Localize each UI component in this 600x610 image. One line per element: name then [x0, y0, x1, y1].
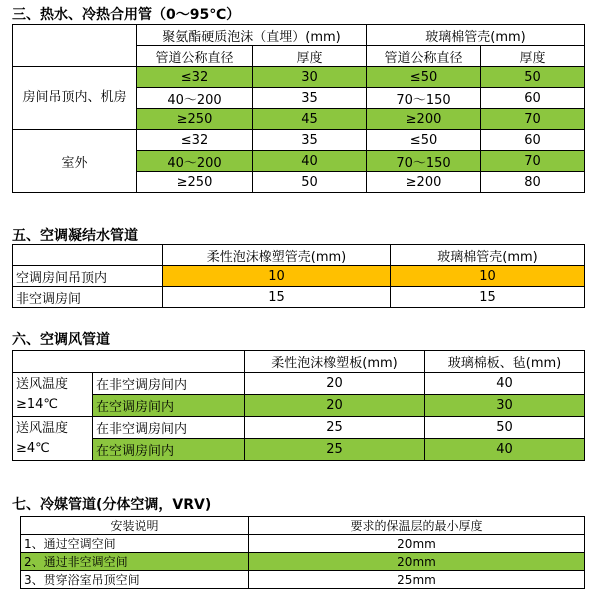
table-cell: 25	[245, 439, 425, 461]
row-label: 在非空调房间内	[93, 373, 245, 395]
row-label: 2、通过非空调空间	[21, 553, 249, 571]
refrigerant-pipe-table	[20, 516, 585, 589]
section-7-title: 七、冷媒管道(分体空调，VRV)	[12, 497, 212, 513]
table-cell: 80	[481, 172, 585, 193]
corner-cell	[13, 245, 163, 266]
subheader-thickness: 厚度	[253, 46, 367, 67]
table-cell: 35	[253, 130, 367, 151]
table-cell: 20mm	[249, 535, 585, 553]
section-5-title: 五、空调凝结水管道	[12, 228, 138, 244]
header-glass-wool: 玻璃棉管壳(mm)	[367, 25, 585, 46]
row-label: 在非空调房间内	[93, 417, 245, 439]
table-cell: 25mm	[249, 571, 585, 589]
group-label: 送风温度≥14℃	[13, 373, 93, 417]
table-cell: 10	[163, 266, 391, 287]
table-cell: ≥200	[367, 172, 481, 193]
row-label: 3、贯穿浴室吊顶空间	[21, 571, 249, 589]
table-cell: 70～150	[367, 151, 481, 172]
table-cell: ≥250	[137, 172, 253, 193]
header-glass-wool-board: 玻璃棉板、毡(mm)	[425, 351, 585, 373]
table-cell: 20mm	[249, 553, 585, 571]
row-label: 在空调房间内	[93, 395, 245, 417]
table-cell: ≤50	[367, 130, 481, 151]
table-cell: 30	[253, 67, 367, 88]
table-cell: 50	[253, 172, 367, 193]
group-label: 房间吊顶内、机房	[13, 67, 137, 130]
table-cell: ≥200	[367, 109, 481, 130]
corner-cell	[13, 25, 137, 67]
table-cell: 25	[245, 417, 425, 439]
subheader-diameter: 管道公称直径	[367, 46, 481, 67]
table-cell: 40	[425, 439, 585, 461]
corner-cell	[13, 351, 245, 373]
row-label: 1、通过空调空间	[21, 535, 249, 553]
table-cell: 70	[481, 109, 585, 130]
table-cell: 40～200	[137, 151, 253, 172]
header-pu-foam: 聚氨酯硬质泡沫（直埋）(mm)	[137, 25, 367, 46]
table-cell: 40～200	[137, 88, 253, 109]
header-rubber-foam: 柔性泡沫橡塑管壳(mm)	[163, 245, 391, 266]
group-label: 送风温度≥4℃	[13, 417, 93, 461]
table-cell: 60	[481, 88, 585, 109]
header-min-thickness: 要求的保温层的最小厚度	[249, 517, 585, 535]
table-cell: 40	[425, 373, 585, 395]
table-cell: 70	[481, 151, 585, 172]
table-cell: 20	[245, 373, 425, 395]
subheader-diameter: 管道公称直径	[137, 46, 253, 67]
row-label: 空调房间吊顶内	[13, 266, 163, 287]
header-glass-wool: 玻璃棉管壳(mm)	[391, 245, 585, 266]
header-rubber-foam-board: 柔性泡沫橡塑板(mm)	[245, 351, 425, 373]
table-cell: 50	[425, 417, 585, 439]
row-label: 在空调房间内	[93, 439, 245, 461]
subheader-thickness: 厚度	[481, 46, 585, 67]
table-cell: ≥250	[137, 109, 253, 130]
section-3-title: 三、热水、冷热合用管（0～95℃）	[12, 7, 241, 23]
table-cell: 30	[425, 395, 585, 417]
table-cell: ≤50	[367, 67, 481, 88]
table-cell: 50	[481, 67, 585, 88]
group-label: 室外	[13, 130, 137, 193]
table-cell: 15	[163, 287, 391, 308]
table-cell: 70～150	[367, 88, 481, 109]
table-cell: 40	[253, 151, 367, 172]
hot-water-pipe-table	[12, 24, 585, 193]
table-cell: 15	[391, 287, 585, 308]
table-cell: ≤32	[137, 67, 253, 88]
table-cell: 45	[253, 109, 367, 130]
table-cell: 10	[391, 266, 585, 287]
row-label: 非空调房间	[13, 287, 163, 308]
header-installation: 安装说明	[21, 517, 249, 535]
table-cell: 35	[253, 88, 367, 109]
condensate-pipe-table	[12, 244, 585, 308]
air-duct-table	[12, 350, 585, 461]
table-cell: ≤32	[137, 130, 253, 151]
table-cell: 20	[245, 395, 425, 417]
section-6-title: 六、空调风管道	[12, 332, 110, 348]
table-cell: 60	[481, 130, 585, 151]
